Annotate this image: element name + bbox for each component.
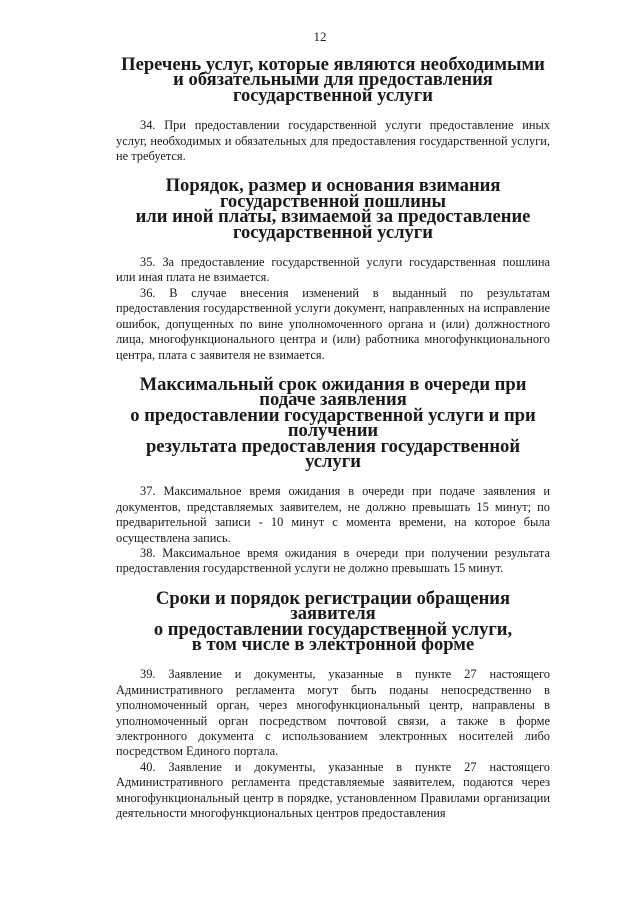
section-required-services bbox=[116, 54, 550, 164]
heading-line: государственной услуги bbox=[233, 221, 433, 243]
heading-line: Максимальный срок ожидания в очереди при подаче заявления bbox=[139, 373, 527, 411]
heading-line: или иной платы, взимаемой за предоставление bbox=[135, 206, 531, 228]
heading-line: Сроки и порядок регистрации обращения заявителя bbox=[155, 587, 511, 625]
heading-line: Порядок, размер и основания взимания государственной пошлины bbox=[165, 175, 501, 212]
section-state-fee bbox=[116, 175, 550, 362]
section-waiting-time bbox=[116, 373, 550, 577]
heading-line: Перечень услуг, которые являются необходимыми bbox=[121, 54, 545, 75]
section-heading bbox=[116, 373, 550, 472]
paragraph-39: 39. Заявление и документы, указанные в пункте 27 настоящего Административного регламента могут быть поданы непосредственно в уполномоченный орган, через многофункциональный центр, направлены в уполномоченный орган посредством почтовой связи, а также в форме электронного документа с использованием электронных носителей либо посредством Единого портала. bbox=[116, 667, 550, 759]
document-body bbox=[116, 54, 550, 821]
paragraph-38: 38. Максимальное время ожидания в очереди при получении результата предоставления государственной услуги не должно превышать 15 минут. bbox=[116, 545, 550, 576]
heading-line: в том числе в электронной форме bbox=[191, 634, 475, 655]
section-heading bbox=[116, 175, 550, 243]
section-heading bbox=[116, 587, 550, 655]
heading-line: и обязательными для предоставления государственной услуги bbox=[173, 69, 493, 106]
paragraph-34: 34. При предоставлении государственной услуги предоставление иных услуг, необходимых и обязательных для предоставления государственной услуги, не требуется. bbox=[116, 118, 550, 164]
paragraph-35: 35. За предоставление государственной услуги государственная пошлина или иная плата не взимается. bbox=[116, 255, 550, 285]
paragraph-36: 36. В случае внесения изменений в выданный по результатам предоставления государственной услуги документ, направленных на исправление ошибок, допущенных по вине уполномоченного органа и (или) должностного лица, многофункционального центра и (или) работника многофункционального центра, плата с заявителя не взимается. bbox=[116, 285, 550, 362]
heading-line: о предоставлении государственной услуги и при получении bbox=[130, 404, 536, 442]
paragraph-37: 37. Максимальное время ожидания в очереди при подаче заявления и документов, представляемых заявителем, не должно превышать 15 минут; по предварительной записи - 10 минут с момента времени, на которое была осуществлена запись. bbox=[116, 484, 550, 545]
heading-line: о предоставлении государственной услуги, bbox=[153, 618, 513, 640]
section-heading bbox=[116, 54, 550, 106]
page-number: 12 bbox=[313, 29, 327, 44]
section-registration bbox=[116, 587, 550, 822]
paragraph-40: 40. Заявление и документы, указанные в пункте 27 настоящего Административного регламента представляемые заявителем, подаются через многофункциональный центр в порядке, установленном Правилами организации деятельности многофункциональных центров предоставления bbox=[116, 759, 550, 821]
heading-line: результата предоставления государственной услуги bbox=[145, 435, 521, 472]
